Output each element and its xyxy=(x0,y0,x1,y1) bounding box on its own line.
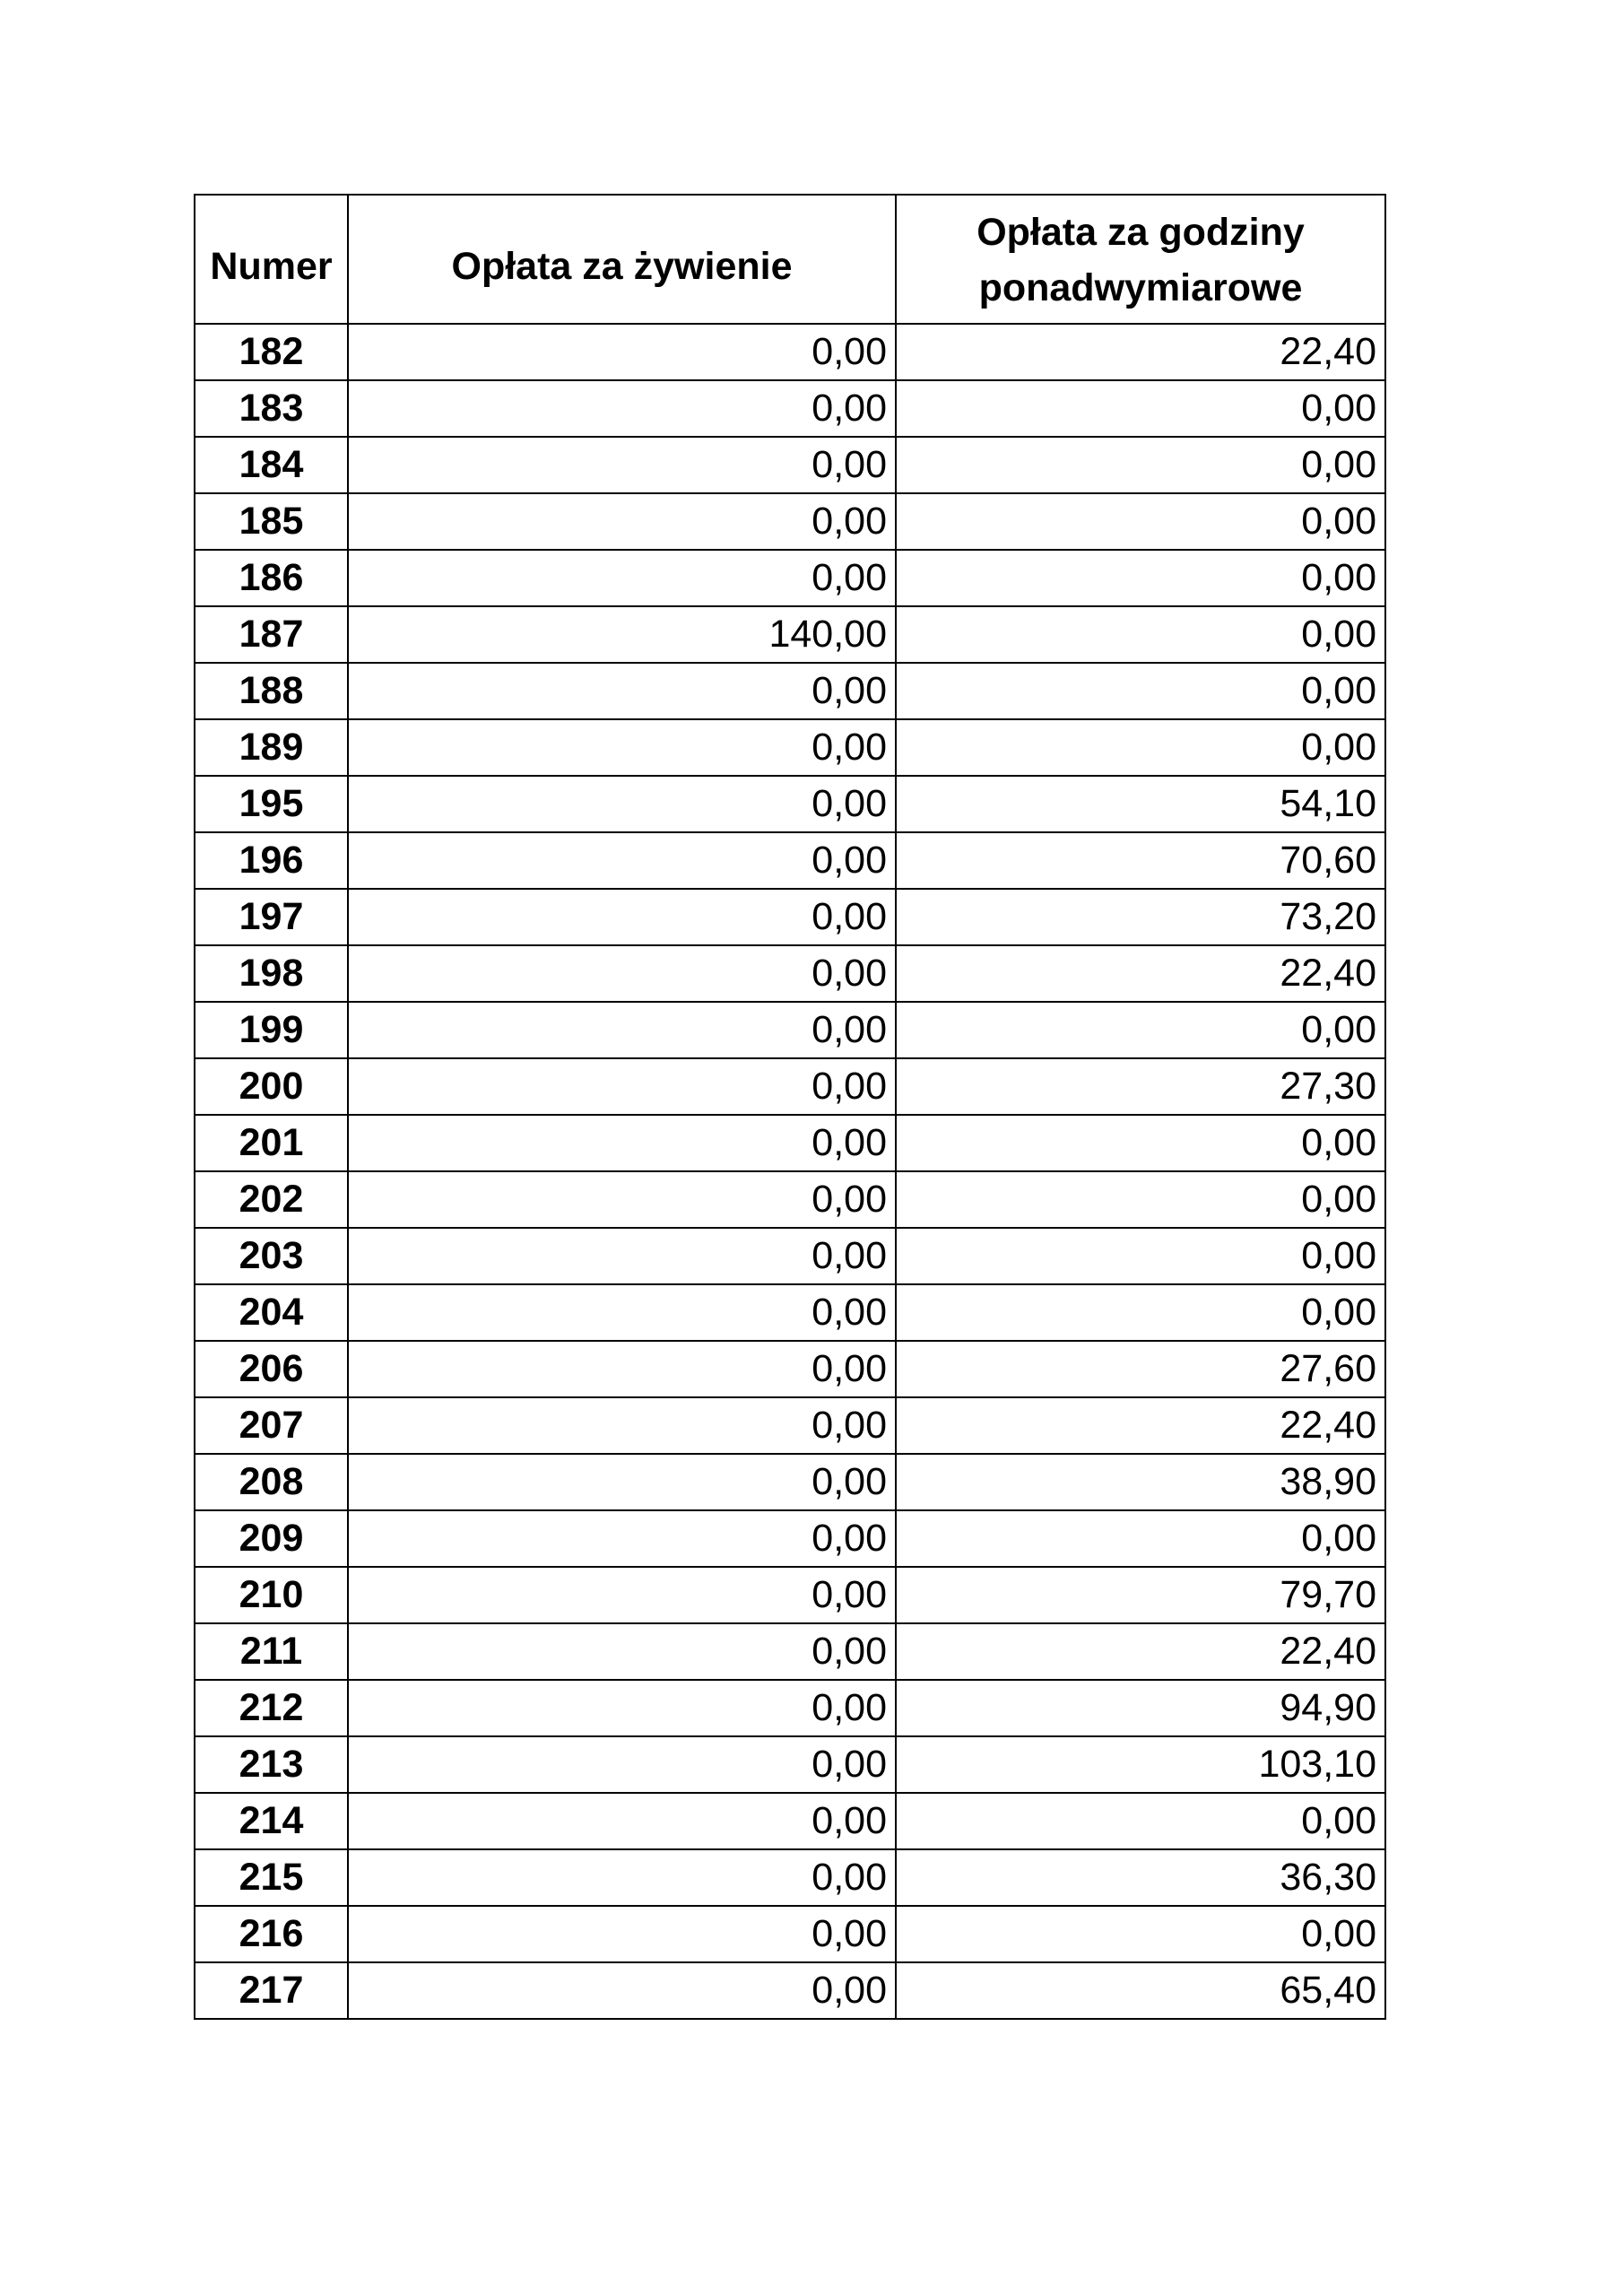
cell-oplata-godziny: 103,10 xyxy=(896,1736,1385,1793)
cell-oplata-zywienie: 0,00 xyxy=(348,550,896,606)
cell-oplata-godziny: 27,30 xyxy=(896,1058,1385,1115)
cell-numer: 213 xyxy=(195,1736,348,1793)
cell-oplata-zywienie: 0,00 xyxy=(348,1623,896,1680)
cell-oplata-godziny: 0,00 xyxy=(896,606,1385,663)
cell-numer: 202 xyxy=(195,1171,348,1228)
cell-oplata-zywienie: 0,00 xyxy=(348,832,896,889)
cell-oplata-zywienie: 0,00 xyxy=(348,1002,896,1058)
cell-oplata-zywienie: 0,00 xyxy=(348,776,896,832)
cell-numer: 216 xyxy=(195,1906,348,1962)
cell-numer: 217 xyxy=(195,1962,348,2019)
cell-oplata-godziny: 65,40 xyxy=(896,1962,1385,2019)
cell-numer: 200 xyxy=(195,1058,348,1115)
cell-oplata-zywienie: 0,00 xyxy=(348,1962,896,2019)
cell-numer: 211 xyxy=(195,1623,348,1680)
cell-oplata-zywienie: 0,00 xyxy=(348,1906,896,1962)
table-body xyxy=(195,324,1385,2019)
table-row xyxy=(195,1906,1385,1962)
cell-numer: 208 xyxy=(195,1454,348,1510)
cell-numer: 204 xyxy=(195,1284,348,1341)
cell-oplata-zywienie: 0,00 xyxy=(348,493,896,550)
cell-oplata-godziny: 0,00 xyxy=(896,1228,1385,1284)
cell-numer: 195 xyxy=(195,776,348,832)
table-row xyxy=(195,1284,1385,1341)
table-row xyxy=(195,889,1385,945)
cell-numer: 209 xyxy=(195,1510,348,1567)
table-header-row xyxy=(195,195,1385,324)
cell-oplata-zywienie: 140,00 xyxy=(348,606,896,663)
cell-oplata-godziny: 0,00 xyxy=(896,1171,1385,1228)
cell-oplata-godziny: 22,40 xyxy=(896,945,1385,1002)
cell-numer: 212 xyxy=(195,1680,348,1736)
cell-numer: 215 xyxy=(195,1849,348,1906)
table-row xyxy=(195,1623,1385,1680)
table-row xyxy=(195,945,1385,1002)
table-row xyxy=(195,1397,1385,1454)
table-row xyxy=(195,1115,1385,1171)
table-row xyxy=(195,1454,1385,1510)
cell-oplata-godziny: 38,90 xyxy=(896,1454,1385,1510)
table-row xyxy=(195,832,1385,889)
cell-numer: 185 xyxy=(195,493,348,550)
cell-oplata-godziny: 94,90 xyxy=(896,1680,1385,1736)
cell-numer: 183 xyxy=(195,380,348,437)
table-row xyxy=(195,1567,1385,1623)
cell-oplata-godziny: 54,10 xyxy=(896,776,1385,832)
header-numer: Numer xyxy=(195,195,348,324)
cell-oplata-zywienie: 0,00 xyxy=(348,1341,896,1397)
cell-oplata-zywienie: 0,00 xyxy=(348,1115,896,1171)
table-row xyxy=(195,324,1385,380)
cell-oplata-zywienie: 0,00 xyxy=(348,1228,896,1284)
cell-oplata-zywienie: 0,00 xyxy=(348,1736,896,1793)
cell-numer: 187 xyxy=(195,606,348,663)
cell-numer: 206 xyxy=(195,1341,348,1397)
cell-oplata-zywienie: 0,00 xyxy=(348,945,896,1002)
cell-oplata-godziny: 0,00 xyxy=(896,1284,1385,1341)
cell-oplata-godziny: 0,00 xyxy=(896,1510,1385,1567)
table-row xyxy=(195,1510,1385,1567)
table-row xyxy=(195,663,1385,719)
cell-oplata-godziny: 70,60 xyxy=(896,832,1385,889)
table-row xyxy=(195,1793,1385,1849)
table-row xyxy=(195,1849,1385,1906)
fees-table xyxy=(194,194,1386,2020)
cell-oplata-godziny: 73,20 xyxy=(896,889,1385,945)
cell-numer: 188 xyxy=(195,663,348,719)
cell-oplata-zywienie: 0,00 xyxy=(348,1793,896,1849)
header-oplata-godziny: Opłata za godziny ponadwymiarowe xyxy=(896,195,1385,324)
cell-numer: 186 xyxy=(195,550,348,606)
table-row xyxy=(195,719,1385,776)
cell-numer: 184 xyxy=(195,437,348,493)
table-row xyxy=(195,1171,1385,1228)
cell-numer: 207 xyxy=(195,1397,348,1454)
cell-oplata-godziny: 22,40 xyxy=(896,1397,1385,1454)
cell-numer: 189 xyxy=(195,719,348,776)
cell-oplata-godziny: 0,00 xyxy=(896,663,1385,719)
cell-oplata-godziny: 0,00 xyxy=(896,493,1385,550)
table-row xyxy=(195,493,1385,550)
table-row xyxy=(195,437,1385,493)
table-row xyxy=(195,1962,1385,2019)
cell-numer: 196 xyxy=(195,832,348,889)
cell-oplata-godziny: 36,30 xyxy=(896,1849,1385,1906)
cell-numer: 203 xyxy=(195,1228,348,1284)
cell-oplata-zywienie: 0,00 xyxy=(348,1058,896,1115)
fees-table-container xyxy=(194,194,1386,2020)
cell-numer: 201 xyxy=(195,1115,348,1171)
table-row xyxy=(195,1736,1385,1793)
cell-oplata-godziny: 0,00 xyxy=(896,550,1385,606)
table-row xyxy=(195,606,1385,663)
cell-oplata-zywienie: 0,00 xyxy=(348,1849,896,1906)
cell-numer: 198 xyxy=(195,945,348,1002)
cell-oplata-zywienie: 0,00 xyxy=(348,324,896,380)
cell-oplata-zywienie: 0,00 xyxy=(348,889,896,945)
cell-oplata-zywienie: 0,00 xyxy=(348,663,896,719)
table-row xyxy=(195,1002,1385,1058)
cell-oplata-zywienie: 0,00 xyxy=(348,1567,896,1623)
cell-oplata-godziny: 0,00 xyxy=(896,437,1385,493)
cell-oplata-zywienie: 0,00 xyxy=(348,1510,896,1567)
cell-oplata-godziny: 22,40 xyxy=(896,1623,1385,1680)
cell-oplata-godziny: 0,00 xyxy=(896,380,1385,437)
cell-numer: 199 xyxy=(195,1002,348,1058)
cell-oplata-zywienie: 0,00 xyxy=(348,437,896,493)
cell-oplata-godziny: 0,00 xyxy=(896,1002,1385,1058)
cell-numer: 182 xyxy=(195,324,348,380)
cell-oplata-zywienie: 0,00 xyxy=(348,1397,896,1454)
cell-oplata-godziny: 22,40 xyxy=(896,324,1385,380)
table-row xyxy=(195,1680,1385,1736)
cell-oplata-zywienie: 0,00 xyxy=(348,380,896,437)
table-row xyxy=(195,1058,1385,1115)
table-row xyxy=(195,550,1385,606)
cell-numer: 214 xyxy=(195,1793,348,1849)
table-row xyxy=(195,1341,1385,1397)
cell-oplata-zywienie: 0,00 xyxy=(348,1454,896,1510)
cell-oplata-godziny: 0,00 xyxy=(896,1115,1385,1171)
header-oplata-zywienie: Opłata za żywienie xyxy=(348,195,896,324)
table-row xyxy=(195,1228,1385,1284)
cell-oplata-godziny: 0,00 xyxy=(896,1906,1385,1962)
cell-oplata-zywienie: 0,00 xyxy=(348,1284,896,1341)
table-row xyxy=(195,776,1385,832)
cell-oplata-godziny: 27,60 xyxy=(896,1341,1385,1397)
cell-oplata-godziny: 79,70 xyxy=(896,1567,1385,1623)
cell-numer: 210 xyxy=(195,1567,348,1623)
cell-oplata-zywienie: 0,00 xyxy=(348,1171,896,1228)
cell-oplata-godziny: 0,00 xyxy=(896,1793,1385,1849)
table-row xyxy=(195,380,1385,437)
cell-oplata-zywienie: 0,00 xyxy=(348,719,896,776)
cell-numer: 197 xyxy=(195,889,348,945)
cell-oplata-godziny: 0,00 xyxy=(896,719,1385,776)
cell-oplata-zywienie: 0,00 xyxy=(348,1680,896,1736)
